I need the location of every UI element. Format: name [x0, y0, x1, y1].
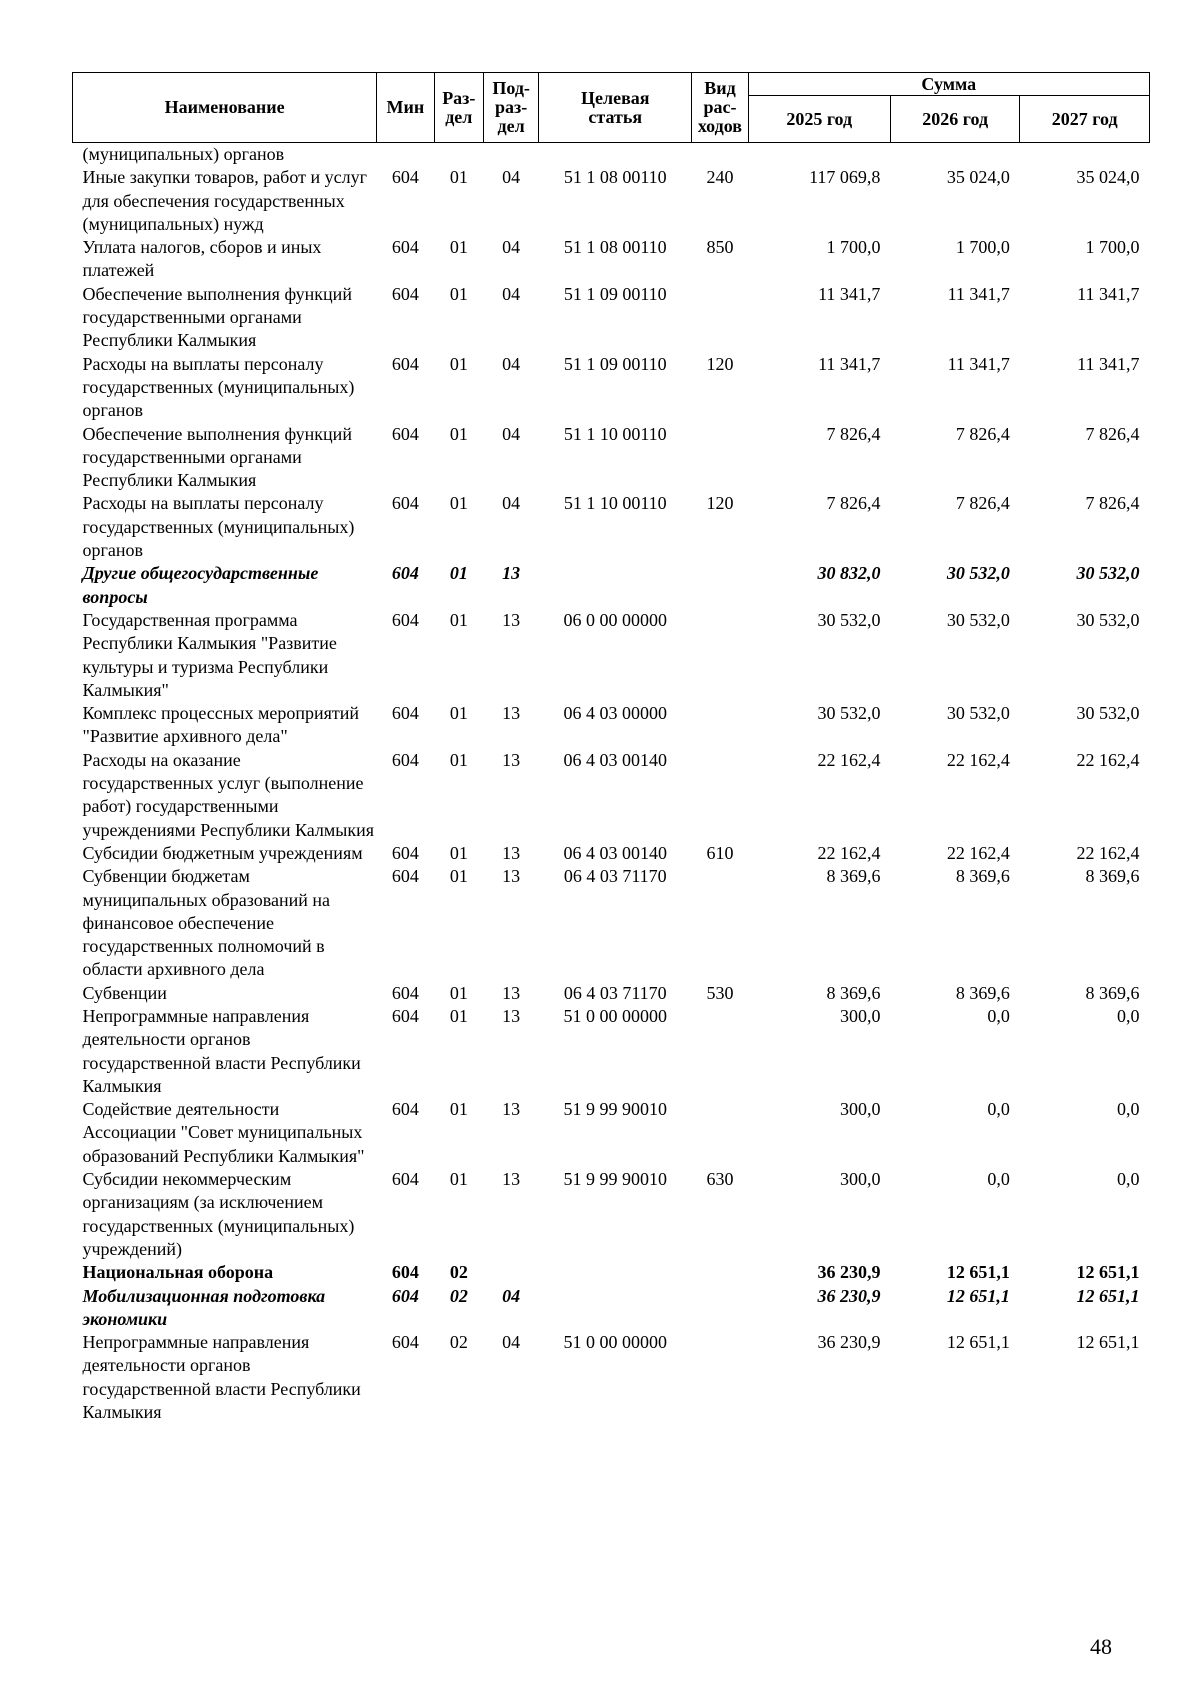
table-row — [73, 609, 1150, 702]
cell-sum-2025: 8 369,6 — [826, 866, 881, 887]
cell-min: 604 — [391, 167, 419, 188]
cell-razdel: 01 — [449, 609, 468, 630]
header-celevaya-statya: Целевая статья — [539, 73, 692, 143]
cell-razdel: 01 — [449, 842, 468, 863]
cell-sum-2026: 35 024,0 — [946, 167, 1010, 188]
cell-celevaya-statya: 51 1 10 00110 — [563, 423, 667, 444]
header-year-2025: 2025 год — [748, 96, 890, 143]
cell-min — [377, 143, 434, 167]
cell-sum-2025: 117 069,8 — [809, 167, 881, 188]
cell-sum-2026: 30 532,0 — [946, 563, 1010, 584]
cell-sum-2025: 300,0 — [839, 1099, 881, 1120]
cell-sum-2027: 1 700,0 — [1085, 237, 1140, 258]
cell-sum-2026: 22 162,4 — [946, 842, 1010, 863]
cell-sum-2026: 12 651,1 — [946, 1285, 1010, 1306]
table-row — [73, 1261, 1150, 1284]
cell-sum-2026: 0,0 — [987, 1005, 1010, 1026]
cell-razdel: 01 — [449, 1005, 468, 1026]
cell-podrazdel: 04 — [502, 237, 521, 258]
table-row — [73, 865, 1150, 981]
cell-razdel: 02 — [449, 1285, 468, 1306]
cell-vid-rashodov — [692, 749, 748, 842]
cell-sum-2027: 11 341,7 — [1077, 283, 1140, 304]
cell-vid-rashodov: 850 — [706, 237, 734, 258]
cell-podrazdel: 04 — [502, 167, 521, 188]
header-razdel: Раз- дел — [434, 73, 484, 143]
cell-vid-rashodov: 120 — [706, 353, 734, 374]
cell-celevaya-statya: 06 4 03 71170 — [563, 982, 667, 1003]
cell-celevaya-statya: 51 1 08 00110 — [563, 167, 667, 188]
cell-sum-2026: 7 826,4 — [955, 493, 1010, 514]
cell-sum-2027: 30 532,0 — [1076, 609, 1140, 630]
cell-podrazdel: 04 — [502, 283, 521, 304]
cell-sum-2026: 8 369,6 — [955, 982, 1010, 1003]
table-row — [73, 1005, 1150, 1098]
table-row — [73, 423, 1150, 493]
cell-sum-2025: 22 162,4 — [817, 749, 881, 770]
cell-celevaya-statya: 06 4 03 00000 — [563, 703, 668, 724]
cell-razdel: 01 — [449, 493, 468, 514]
cell-sum-2026: 11 341,7 — [947, 283, 1010, 304]
cell-razdel: 01 — [449, 167, 468, 188]
cell-name: Субвенции бюджетам муниципальных образований на финансовое обеспечение государственных полномочий в области архивного дела — [82, 866, 331, 980]
header-year-2027: 2027 год — [1020, 96, 1150, 143]
cell-razdel: 01 — [449, 749, 468, 770]
cell-vid-rashodov — [692, 865, 748, 981]
cell-razdel — [434, 143, 484, 167]
cell-min: 604 — [391, 749, 419, 770]
cell-vid-rashodov: 610 — [706, 842, 734, 863]
cell-sum-2025: 36 230,9 — [817, 1262, 881, 1283]
cell-sum-2027: 30 532,0 — [1076, 563, 1140, 584]
cell-sum-2027 — [1020, 143, 1150, 167]
cell-vid-rashodov — [692, 423, 748, 493]
cell-sum-2027: 35 024,0 — [1076, 167, 1140, 188]
cell-name: Иные закупки товаров, работ и услуг для обеспечения государственных (муниципальных) нужд — [82, 167, 367, 234]
table-row — [73, 749, 1150, 842]
cell-vid-rashodov — [692, 609, 748, 702]
cell-celevaya-statya: 51 1 09 00110 — [563, 283, 667, 304]
cell-razdel: 02 — [449, 1262, 468, 1283]
cell-sum-2025: 11 341,7 — [818, 283, 881, 304]
cell-sum-2026: 30 532,0 — [946, 703, 1010, 724]
cell-sum-2027: 30 532,0 — [1076, 703, 1140, 724]
cell-vid-rashodov — [692, 562, 748, 609]
cell-name: Государственная программа Республики Калмыкия "Развитие культуры и туризма Республики Калмыкия" — [82, 609, 337, 700]
cell-name: Расходы на выплаты персоналу государственных (муниципальных) органов — [82, 493, 355, 561]
cell-sum-2025: 30 532,0 — [817, 609, 881, 630]
cell-name: Содействие деятельности Ассоциации "Совет муниципальных образований Республики Калмыкия" — [82, 1099, 365, 1166]
cell-vid-rashodov: 630 — [706, 1169, 734, 1190]
cell-vid-rashodov: 120 — [706, 493, 734, 514]
cell-name: Расходы на выплаты персоналу государственных (муниципальных) органов — [82, 353, 355, 421]
cell-razdel: 01 — [449, 1169, 468, 1190]
cell-min: 604 — [391, 1099, 419, 1120]
table-row — [73, 492, 1150, 562]
cell-sum-2025: 36 230,9 — [817, 1332, 881, 1353]
table-row — [73, 1098, 1150, 1168]
cell-sum-2025: 36 230,9 — [817, 1285, 881, 1306]
cell-celevaya-statya: 06 4 03 71170 — [563, 866, 667, 887]
cell-name: Расходы на оказание государственных услуг (выполнение работ) государственными учреждениями Республики Калмыкия — [82, 749, 375, 840]
cell-sum-2027: 11 341,7 — [1077, 353, 1140, 374]
table-row — [73, 1168, 1150, 1261]
table-row — [73, 353, 1150, 423]
cell-razdel: 01 — [449, 982, 468, 1003]
cell-min: 604 — [391, 493, 419, 514]
cell-sum-2027: 0,0 — [1117, 1005, 1140, 1026]
cell-celevaya-statya: 51 1 08 00110 — [563, 237, 667, 258]
cell-min: 604 — [391, 1262, 419, 1283]
cell-celevaya-statya: 51 0 00 00000 — [563, 1005, 668, 1026]
cell-min: 604 — [391, 563, 419, 584]
cell-sum-2025: 11 341,7 — [818, 353, 881, 374]
cell-name: Субсидии некоммерческим организациям (за исключением государственных (муниципальных) учреждений) — [82, 1169, 355, 1259]
cell-vid-rashodov — [692, 1331, 748, 1424]
cell-sum-2025: 22 162,4 — [817, 842, 881, 863]
cell-vid-rashodov — [692, 283, 748, 353]
cell-razdel: 01 — [449, 423, 468, 444]
cell-vid-rashodov — [692, 1005, 748, 1098]
cell-sum-2027: 22 162,4 — [1076, 749, 1140, 770]
cell-podrazdel: 13 — [502, 609, 521, 630]
cell-sum-2025: 30 832,0 — [817, 563, 881, 584]
cell-name: Уплата налогов, сборов и иных платежей — [82, 237, 322, 281]
cell-celevaya-statya: 51 1 09 00110 — [563, 353, 667, 374]
cell-celevaya-statya: 06 0 00 00000 — [563, 609, 668, 630]
cell-sum-2026: 0,0 — [987, 1169, 1010, 1190]
page-number: 48 — [1090, 1634, 1112, 1659]
cell-podrazdel: 13 — [502, 842, 521, 863]
cell-min: 604 — [391, 353, 419, 374]
cell-podrazdel: 13 — [502, 1099, 521, 1120]
cell-sum-2025: 1 700,0 — [826, 237, 881, 258]
cell-min: 604 — [391, 982, 419, 1003]
cell-podrazdel: 13 — [502, 1169, 521, 1190]
cell-sum-2026: 7 826,4 — [955, 423, 1010, 444]
cell-vid-rashodov: 240 — [706, 167, 734, 188]
cell-celevaya-statya: 51 0 00 00000 — [563, 1332, 668, 1353]
cell-sum-2026: 11 341,7 — [947, 353, 1010, 374]
cell-celevaya-statya: 06 4 03 00140 — [563, 749, 668, 770]
cell-celevaya-statya — [539, 143, 692, 167]
cell-sum-2027: 8 369,6 — [1085, 982, 1140, 1003]
cell-podrazdel — [484, 143, 539, 167]
cell-celevaya-statya — [539, 1285, 692, 1332]
cell-name: Непрограммные направления деятельности органов государственной власти Республики Калмыкия — [82, 1332, 361, 1423]
cell-sum-2025: 300,0 — [839, 1005, 881, 1026]
cell-min: 604 — [391, 703, 419, 724]
cell-podrazdel: 04 — [502, 493, 521, 514]
cell-podrazdel: 04 — [502, 353, 521, 374]
cell-vid-rashodov — [692, 702, 748, 749]
cell-sum-2026: 12 651,1 — [946, 1332, 1010, 1353]
cell-podrazdel: 13 — [502, 563, 521, 584]
header-summa: Сумма — [748, 73, 1150, 96]
cell-name: Непрограммные направления деятельности органов государственной власти Республики Калмыкия — [82, 1005, 361, 1096]
table-row — [73, 166, 1150, 236]
cell-name: Обеспечение выполнения функций государственными органами Республики Калмыкия — [82, 283, 352, 351]
cell-sum-2026: 0,0 — [987, 1099, 1010, 1120]
table-row — [73, 702, 1150, 749]
table-body — [73, 143, 1150, 1425]
cell-sum-2027: 12 651,1 — [1076, 1332, 1140, 1353]
cell-sum-2025 — [748, 143, 890, 167]
cell-podrazdel: 13 — [502, 703, 521, 724]
header-vid-rashodov: Вид рас- ходов — [692, 73, 748, 143]
cell-sum-2025: 8 369,6 — [826, 982, 881, 1003]
cell-sum-2025: 30 532,0 — [817, 703, 881, 724]
cell-sum-2026: 30 532,0 — [946, 609, 1010, 630]
cell-min: 604 — [391, 237, 419, 258]
cell-razdel: 01 — [449, 283, 468, 304]
cell-vid-rashodov — [692, 1261, 748, 1284]
header-name: Наименование — [73, 73, 377, 143]
cell-min: 604 — [391, 1005, 419, 1026]
cell-razdel: 01 — [449, 237, 468, 258]
cell-podrazdel: 13 — [502, 1005, 521, 1026]
cell-podrazdel — [484, 1261, 539, 1284]
cell-podrazdel: 04 — [502, 423, 521, 444]
cell-sum-2027: 0,0 — [1117, 1169, 1140, 1190]
cell-vid-rashodov — [692, 1285, 748, 1332]
cell-razdel: 01 — [449, 563, 468, 584]
cell-celevaya-statya: 51 9 99 90010 — [563, 1099, 668, 1120]
cell-min: 604 — [391, 423, 419, 444]
cell-sum-2027: 12 651,1 — [1076, 1262, 1140, 1283]
cell-min: 604 — [391, 866, 419, 887]
cell-sum-2027: 7 826,4 — [1085, 423, 1140, 444]
header-min: Мин — [377, 73, 434, 143]
cell-min: 604 — [391, 1285, 419, 1306]
cell-min: 604 — [391, 283, 419, 304]
cell-celevaya-statya: 51 9 99 90010 — [563, 1169, 668, 1190]
cell-sum-2026 — [890, 143, 1019, 167]
cell-name: Другие общегосударственные вопросы — [82, 563, 319, 607]
cell-razdel: 01 — [449, 1099, 468, 1120]
header-year-2026: 2026 год — [890, 96, 1019, 143]
cell-podrazdel: 13 — [502, 982, 521, 1003]
cell-podrazdel: 04 — [502, 1285, 521, 1306]
cell-celevaya-statya — [539, 562, 692, 609]
cell-podrazdel: 04 — [502, 1332, 521, 1353]
table-row — [73, 1331, 1150, 1424]
cell-razdel: 01 — [449, 353, 468, 374]
table-row — [73, 143, 1150, 167]
cell-sum-2027: 0,0 — [1117, 1099, 1140, 1120]
table-header — [73, 73, 1150, 143]
cell-sum-2027: 12 651,1 — [1076, 1285, 1140, 1306]
header-podrazdel: Под- раз- дел — [484, 73, 539, 143]
cell-podrazdel: 13 — [502, 749, 521, 770]
cell-sum-2027: 7 826,4 — [1085, 493, 1140, 514]
cell-name: Мобилизационная подготовка экономики — [82, 1285, 326, 1329]
cell-sum-2025: 7 826,4 — [826, 493, 881, 514]
cell-sum-2026: 1 700,0 — [955, 237, 1010, 258]
cell-razdel: 01 — [449, 703, 468, 724]
cell-min: 604 — [391, 609, 419, 630]
cell-min: 604 — [391, 842, 419, 863]
cell-name: (муниципальных) органов — [82, 144, 285, 164]
cell-min: 604 — [391, 1169, 419, 1190]
cell-celevaya-statya: 51 1 10 00110 — [563, 493, 667, 514]
budget-table — [72, 72, 1150, 1424]
table-row — [73, 283, 1150, 353]
cell-vid-rashodov: 530 — [706, 982, 734, 1003]
cell-sum-2026: 22 162,4 — [946, 749, 1010, 770]
table-row — [73, 982, 1150, 1005]
cell-sum-2025: 300,0 — [839, 1169, 881, 1190]
table-row — [73, 842, 1150, 865]
cell-name: Национальная оборона — [82, 1262, 274, 1283]
cell-vid-rashodov — [692, 143, 748, 167]
cell-sum-2026: 8 369,6 — [955, 866, 1010, 887]
cell-razdel: 01 — [449, 866, 468, 887]
cell-celevaya-statya: 06 4 03 00140 — [563, 842, 668, 863]
cell-podrazdel: 13 — [502, 866, 521, 887]
cell-sum-2027: 8 369,6 — [1085, 866, 1140, 887]
table-row — [73, 562, 1150, 609]
table-row — [73, 1285, 1150, 1332]
cell-name: Комплекс процессных мероприятий "Развитие архивного дела" — [82, 703, 360, 747]
cell-name: Обеспечение выполнения функций государственными органами Республики Калмыкия — [82, 423, 352, 491]
cell-vid-rashodov — [692, 1098, 748, 1168]
cell-sum-2027: 22 162,4 — [1076, 842, 1140, 863]
cell-name: Субсидии бюджетным учреждениям — [82, 842, 363, 863]
table-row — [73, 236, 1150, 283]
cell-name: Субвенции — [82, 982, 167, 1003]
cell-min: 604 — [391, 1332, 419, 1353]
cell-sum-2025: 7 826,4 — [826, 423, 881, 444]
cell-sum-2026: 12 651,1 — [946, 1262, 1010, 1283]
cell-razdel: 02 — [449, 1332, 468, 1353]
cell-celevaya-statya — [539, 1261, 692, 1284]
